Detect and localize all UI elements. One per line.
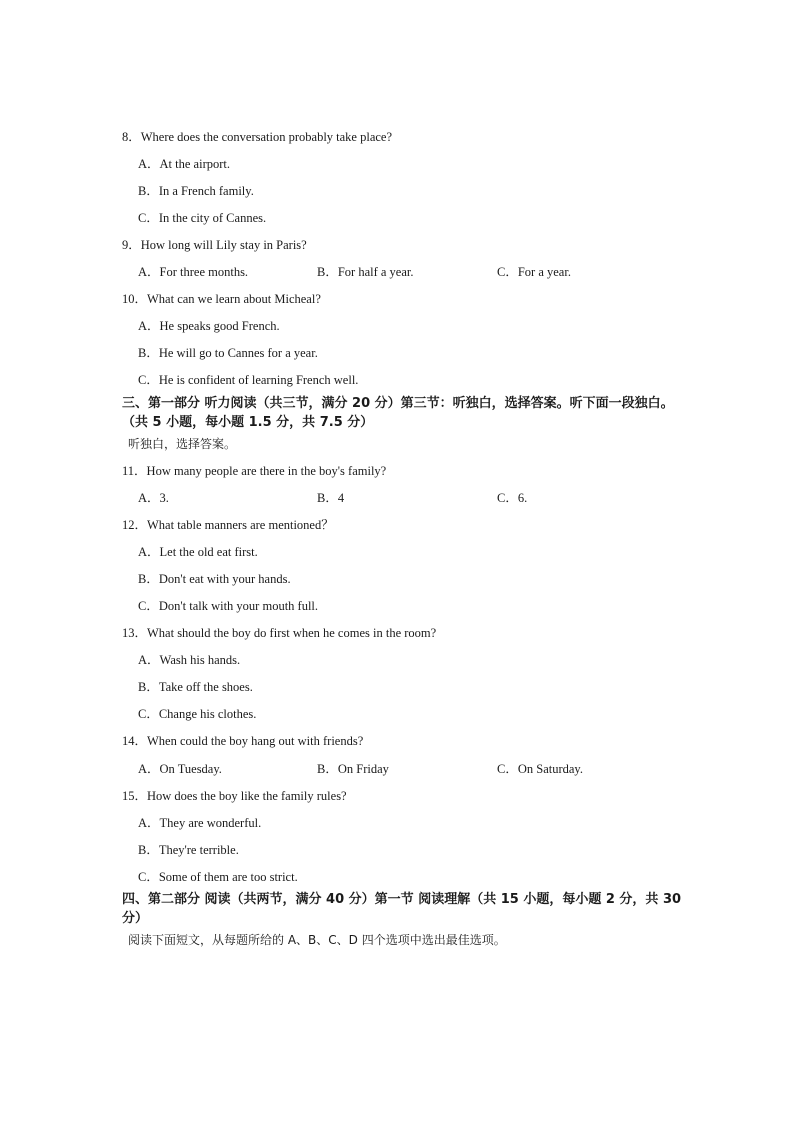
- question-14-option-a: A．On Tuesday.: [138, 762, 222, 776]
- question-14-stem: 14．When could the boy hang out with friends?: [122, 734, 364, 748]
- question-11-option-b: B．4: [317, 491, 345, 505]
- question-13-stem: 13．What should the boy do first when he comes in the room?: [122, 626, 437, 640]
- question-13-option-b: B．Take off the shoes.: [138, 680, 253, 694]
- question-10-option-c: C．He is confident of learning French well.: [138, 373, 359, 387]
- question-12-option-a: A．Let the old eat first.: [138, 545, 258, 559]
- section-3-heading: 三、第一部分 听力阅读（共三节，满分 20 分）第三节：听独白，选择答案。听下面一段独白。（共 5 小题，每小题 1.5 分，共 7.5 分）: [122, 396, 674, 430]
- question-15-option-b: B．They're terrible.: [138, 843, 239, 857]
- question-11-option-a: A．3.: [138, 491, 169, 505]
- question-10-option-b: B．He will go to Cannes for a year.: [138, 346, 318, 360]
- question-9-option-a: A．For three months.: [138, 265, 249, 279]
- question-11-stem: 11．How many people are there in the boy's family?: [122, 464, 387, 478]
- question-10-stem: 10．What can we learn about Micheal?: [122, 292, 321, 306]
- question-14-option-c: C．On Saturday.: [497, 762, 583, 776]
- question-12-option-b: B．Don't eat with your hands.: [138, 572, 291, 586]
- question-13-option-c: C．Change his clothes.: [138, 707, 257, 721]
- question-13-option-a: A．Wash his hands.: [138, 653, 241, 667]
- question-12-option-c: C．Don't talk with your mouth full.: [138, 599, 319, 613]
- question-8-stem: 8．Where does the conversation probably take place?: [122, 130, 393, 144]
- question-15-option-c: C．Some of them are too strict.: [138, 870, 298, 884]
- question-11-option-c: C．6.: [497, 491, 528, 505]
- question-9-option-c: C．For a year.: [497, 265, 571, 279]
- question-10-option-a: A．He speaks good French.: [138, 319, 280, 333]
- question-9-stem: 9．How long will Lily stay in Paris?: [122, 238, 307, 252]
- section-4-heading: 四、第二部分 阅读（共两节，满分 40 分）第一节 阅读理解（共 15 小题，每小题 2 分，共 30 分）: [122, 892, 682, 926]
- section-3-instruction: 听独白，选择答案。: [128, 437, 237, 451]
- question-8-option-c: C．In the city of Cannes.: [138, 211, 267, 225]
- question-15-stem: 15．How does the boy like the family rules?: [122, 789, 347, 803]
- question-8-option-b: B．In a French family.: [138, 184, 254, 198]
- question-8-option-a: A．At the airport.: [138, 157, 230, 171]
- question-9-option-b: B．For half a year.: [317, 265, 414, 279]
- section-4-instruction: 阅读下面短文，从每题所给的 A、B、C、D 四个选项中选出最佳选项。: [128, 933, 506, 947]
- question-12-stem: 12．What table manners are mentioned？: [122, 518, 334, 532]
- question-14-option-b: B．On Friday: [317, 762, 389, 776]
- question-15-option-a: A．They are wonderful.: [138, 816, 262, 830]
